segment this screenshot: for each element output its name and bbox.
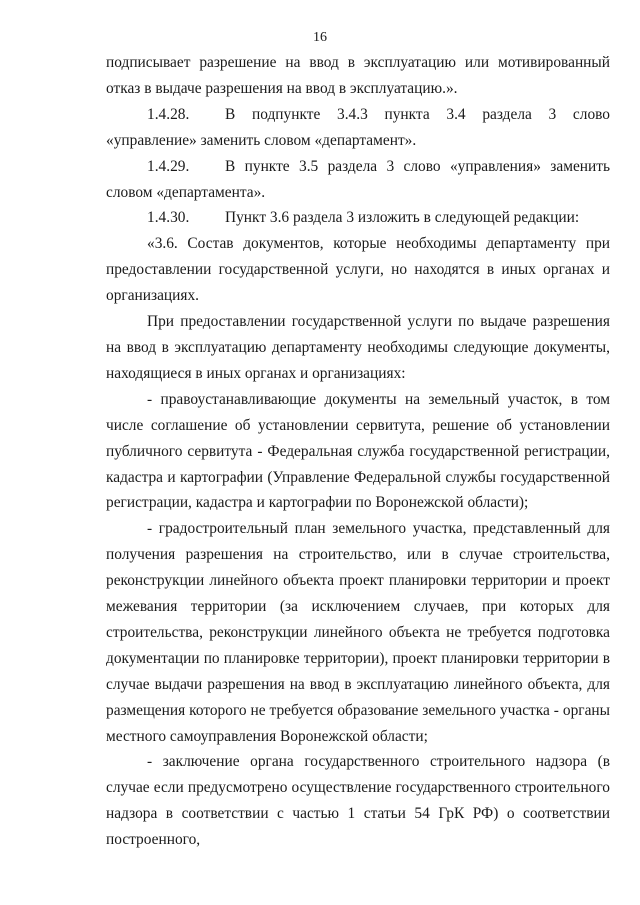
paragraph-text: «3.6. Состав документов, которые необходимы департаменту при предоставлении государственной услуги, но находятся в иных органах и организациях. — [106, 235, 610, 305]
paragraph-text: подписывает разрешение на ввод в эксплуатацию или мотивированный отказ в выдаче разрешения на ввод в эксплуатацию.». — [106, 54, 610, 97]
paragraph-text: При предоставлении государственной услуги по выдаче разрешения на ввод в эксплуатацию департаменту необходимы следующие документы, находящиеся в иных органах и организациях: — [106, 313, 610, 382]
document-body — [106, 50, 610, 853]
paragraph-text: - градостроительный план земельного участка, представленный для получения разрешения на строительство, или в случае строительства, реконструкции линейного объекта проект планировки территории и проект межевания территории (за исключением случаев, при которых для строительства, реконструкции линейного объекта не требуется подготовка документации по планировке территории), проект планировки территории в случае выдачи разрешения на ввод в эксплуатацию линейного объекта, для размещения которого не требуется образование земельного участка - органы местного самоуправления Воронежской области; — [106, 520, 610, 745]
paragraph-text: - правоустанавливающие документы на земельный участок, в том числе соглашение об установлении сервитута, решение об установлении публичного сервитута - Федеральная служба государственной регистрации, кадастра и картографии (Управление Федеральной службы государственной регистрации, кадастра и картографии по Воронежской области); — [106, 390, 610, 512]
item-number: 1.4.29. — [147, 157, 190, 175]
paragraph-text: В пункте 3.5 раздела 3 слово «управления» заменить словом «департамента». — [106, 157, 610, 201]
paragraph-item-1-4-28 — [106, 102, 610, 154]
paragraph-continuation — [106, 50, 610, 102]
paragraph-item-1-4-30 — [106, 205, 610, 231]
item-number: 1.4.28. — [147, 105, 190, 123]
list-item-supervision-conclusion — [106, 749, 610, 853]
paragraph-intro — [106, 309, 610, 387]
list-item-title-documents — [106, 387, 610, 517]
paragraph-item-1-4-29 — [106, 154, 610, 206]
item-number: 1.4.30. — [147, 209, 190, 227]
paragraph-text: Пункт 3.6 раздела 3 изложить в следующей редакции: — [225, 209, 580, 227]
page-number: 16 — [313, 30, 327, 45]
list-item-urban-plan — [106, 516, 610, 749]
paragraph-text: В подпункте 3.4.3 пункта 3.4 раздела 3 слово «управление» заменить словом «департамент». — [106, 105, 610, 149]
paragraph-text: - заключение органа государственного строительного надзора (в случае если предусмотрено осуществление государственного строительного надзора в соответствии с частью 1 статьи 54 ГрК РФ) о соответствии построенного, — [106, 753, 610, 849]
paragraph-3-6-heading — [106, 231, 610, 309]
